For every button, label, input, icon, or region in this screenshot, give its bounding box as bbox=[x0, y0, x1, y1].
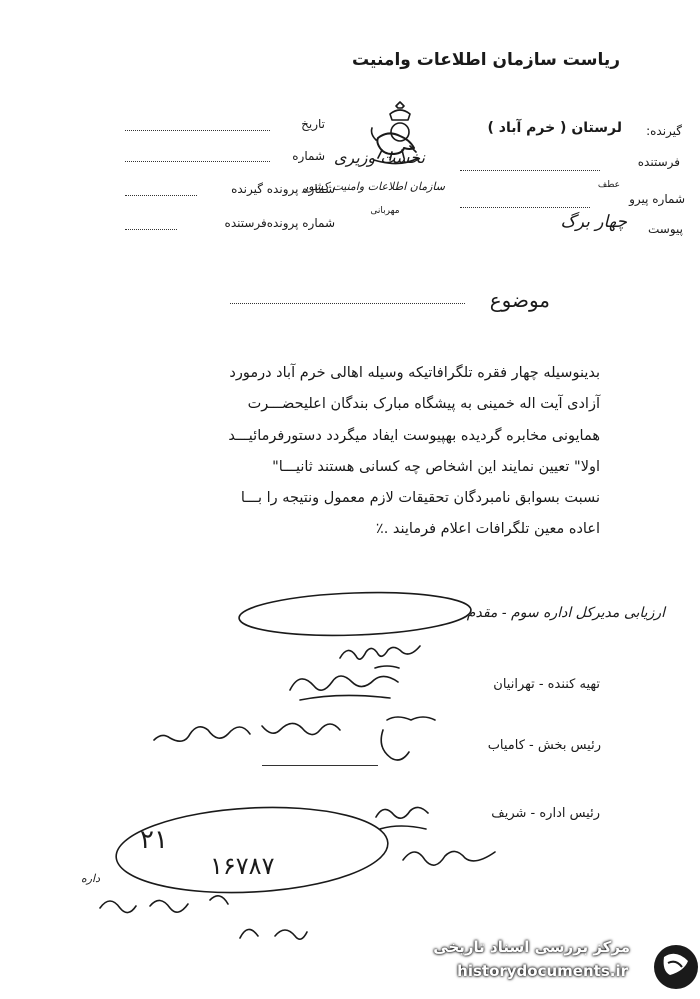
body-line: اولا" تعیین نمایند این اشخاص چه کسانی هستند ثانیـــا" bbox=[272, 458, 600, 475]
recipient-file-line bbox=[125, 195, 197, 196]
marginal-underline bbox=[262, 765, 378, 766]
section-chief-label: رئیس بخش - کامیاب bbox=[487, 738, 601, 753]
number-label: شماره bbox=[292, 149, 325, 163]
body-text bbox=[95, 358, 600, 546]
body-line: نسبت بسوابق نامبردگان تحقیقات لازم معمول ونتیجه را بـــا bbox=[240, 490, 600, 507]
org-title: ریاست سازمان اطلاعات وامنیت bbox=[352, 50, 620, 70]
office-chief-label: رئیس اداره - شریف bbox=[491, 806, 600, 821]
number-ref-line bbox=[460, 207, 590, 208]
addressee-oval bbox=[235, 588, 475, 640]
stamp-number-2: ۱۶۷۸۷ bbox=[210, 852, 275, 880]
date-label: تاریخ bbox=[301, 117, 325, 131]
emblem-text-1: نخست وزیری bbox=[333, 148, 425, 167]
handwritten-note-initials bbox=[395, 838, 505, 878]
recipient-label: گیرنده: bbox=[646, 124, 682, 138]
body-line: همایونی مخابره گردیده بهپیوست ایفاد میگردد دستورفرمائیـــد bbox=[228, 427, 600, 444]
sender-file-label: شماره پرونده‌فرستنده bbox=[224, 216, 335, 230]
marginal-note-handwriting bbox=[140, 710, 360, 762]
preparer-signature bbox=[280, 660, 410, 710]
number-ref-suffix: عطف bbox=[597, 180, 620, 190]
recipient-file-label: شماره پرونده گیرنده bbox=[231, 182, 335, 196]
handwritten-addressee: ارزیابی مدیرکل اداره سوم - مقدم bbox=[466, 605, 665, 621]
emblem-text-3: مهربانی bbox=[370, 206, 400, 216]
recipient-value: لرستان ( خرم آباد ) bbox=[487, 120, 622, 136]
body-line: بدینوسیله چهار فقره تلگرافاتیکه وسیله اهالی خرم آباد درمورد bbox=[229, 365, 600, 381]
emblem-text-2: سازمان اطلاعات وامنیت کشور bbox=[302, 180, 445, 193]
lower-handwriting bbox=[90, 888, 330, 958]
attachment-label: پیوست bbox=[648, 222, 683, 236]
subject-label: موضوع bbox=[489, 288, 550, 312]
number-line bbox=[125, 161, 270, 162]
stamp-side-note: داره bbox=[80, 872, 100, 885]
subject-line bbox=[230, 303, 465, 304]
date-line bbox=[125, 130, 270, 131]
attachment-value: چهار برگ bbox=[560, 212, 627, 232]
sender-label: فرستنده bbox=[637, 155, 680, 169]
stamp-number-1: ۲۱ bbox=[140, 825, 168, 855]
watermark-name: مرکز بررسی اسناد تاریخی bbox=[433, 938, 630, 956]
sender-line bbox=[460, 170, 600, 171]
preparer-label: تهیه کننده - تهرانیان bbox=[493, 677, 600, 692]
sender-file-line bbox=[125, 229, 177, 230]
body-line: آزادی آیت اله خمینی به پیشگاه مبارک بندگان اعلیحضـــرت bbox=[247, 396, 600, 413]
body-line: اعاده معین تلگرافات اعلام فرمایند .٪ bbox=[375, 521, 600, 538]
watermark-url[interactable]: historydocuments.ir bbox=[457, 962, 628, 980]
number-ref-label: شماره پیرو bbox=[629, 192, 685, 206]
